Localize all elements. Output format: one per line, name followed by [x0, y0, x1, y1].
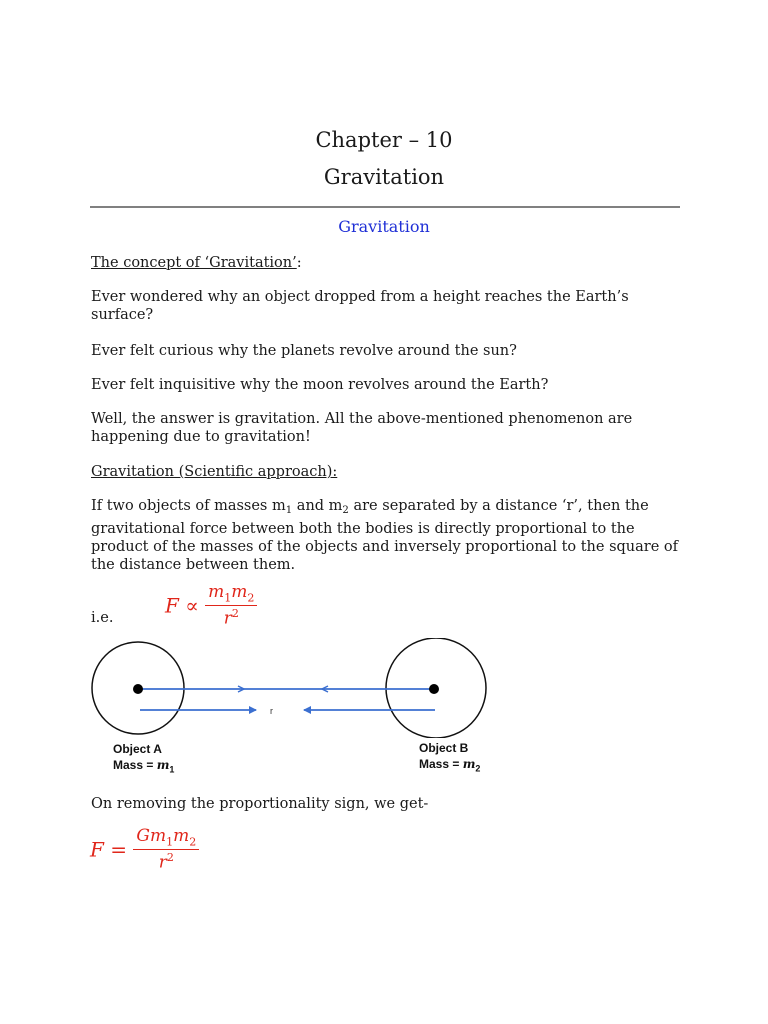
- formula2-denominator: [133, 850, 199, 873]
- scientific-text-3: are separated by a distance ‘r’, then the gravitational force between both the bodies is directly proportional to the product of the masses of the objects and inversely proportional to the square of the distance between them.: [91, 498, 679, 573]
- paragraph-3: Ever felt inquisitive why the moon revolves around the Earth?: [91, 377, 549, 393]
- object-a-mass-var: m: [156, 758, 170, 772]
- object-b-center: [429, 684, 439, 694]
- ie-label: i.e.: [91, 610, 114, 626]
- object-a-center: [133, 684, 143, 694]
- section-title: Gravitation: [338, 217, 430, 236]
- formula2-m2-sub: 2: [189, 835, 197, 849]
- scientific-paragraph: [91, 497, 691, 574]
- formula1-denominator: [205, 606, 257, 629]
- formula1-r-var: r: [223, 609, 232, 630]
- formula2-numerator: [133, 826, 199, 850]
- formula2-G-var: G: [136, 826, 150, 846]
- proportionality-formula: [165, 582, 257, 629]
- paragraph-2: Ever felt curious why the planets revolve around the sun?: [91, 343, 517, 359]
- concept-heading-colon: :: [296, 255, 302, 271]
- object-a-mass-sub: 1: [169, 764, 175, 775]
- scientific-heading: Gravitation (Scientific approach):: [91, 464, 338, 480]
- removal-text: On removing the proportionality sign, we get-: [91, 796, 429, 812]
- object-a-mass-prefix: Mass =: [113, 758, 157, 772]
- formula2-m2-var: m: [173, 826, 190, 846]
- object-a-name: Object A: [113, 742, 162, 756]
- chapter-title: Gravitation: [323, 165, 445, 189]
- formula1-m2-var: m: [231, 582, 248, 602]
- formula2-m1-var: m: [149, 826, 167, 846]
- formula1-r-exp: 2: [231, 607, 239, 621]
- concept-heading-text: The concept of ‘Gravitation’: [91, 255, 297, 271]
- formula1-m2-sub: 2: [247, 591, 255, 605]
- scientific-text-2: and m: [292, 498, 343, 514]
- formula2-fraction: [133, 826, 199, 873]
- object-a-label: [113, 741, 174, 777]
- concept-heading: [91, 254, 691, 272]
- divider: [90, 206, 680, 208]
- distance-label: r: [270, 706, 273, 716]
- object-b-mass: [419, 756, 480, 776]
- object-b-label: [419, 740, 480, 776]
- formula2-lhs: F =: [90, 837, 127, 862]
- formula1-m1-var: m: [208, 582, 225, 602]
- chapter-number: Chapter – 10: [315, 128, 453, 152]
- formula1-numerator: [205, 582, 257, 606]
- paragraph-1: Ever wondered why an object dropped from a height reaches the Earth’s surface?: [91, 289, 629, 323]
- formula2-r-var: r: [158, 853, 167, 874]
- object-b-mass-prefix: Mass =: [419, 757, 463, 771]
- formula2-r-exp: 2: [166, 851, 174, 865]
- scientific-text-1: If two objects of masses m: [91, 498, 286, 514]
- object-b-mass-var: m: [462, 757, 476, 771]
- object-b-name: Object B: [419, 741, 469, 755]
- two-body-diagram: [80, 638, 500, 738]
- formula2-m1-sub: 1: [166, 835, 174, 849]
- paragraph-4: Well, the answer is gravitation. All the above-mentioned phenomenon are happening due to gravitation!: [91, 411, 633, 445]
- formula1-fraction: [205, 582, 257, 629]
- object-b-mass-sub: 2: [475, 763, 481, 774]
- gravitation-formula: [90, 826, 199, 873]
- formula1-m1-sub: 1: [224, 591, 232, 605]
- object-a-mass: [113, 757, 174, 777]
- formula1-lhs: F ∝: [165, 593, 199, 618]
- mass-sub-1: 1: [285, 505, 293, 516]
- mass-sub-2: 2: [342, 505, 349, 516]
